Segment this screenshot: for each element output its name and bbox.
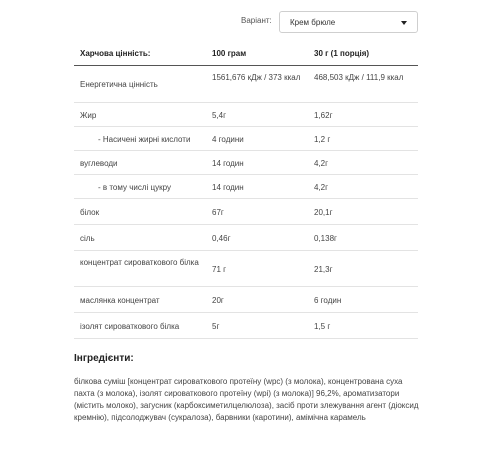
variant-select[interactable] <box>279 11 418 33</box>
variant-row <box>0 11 500 33</box>
table-row <box>74 313 418 339</box>
table-row <box>74 151 418 175</box>
row-value-100g: 14 годин <box>212 183 244 192</box>
row-name: Жир <box>80 111 97 120</box>
row-value-100g: 20г <box>212 296 224 305</box>
row-name: концентрат сироваткового білка <box>80 258 199 267</box>
table-row <box>74 66 418 103</box>
row-name: вуглеводи <box>80 159 118 168</box>
table-header <box>74 41 418 66</box>
row-value-100g: 5г <box>212 322 220 331</box>
row-name: - Насичені жирні кислоти <box>98 135 191 144</box>
row-value-portion: 1,5 г <box>314 322 331 331</box>
ingredients-title: Інгредієнти: <box>74 353 134 364</box>
row-value-portion: 1,2 г <box>314 135 331 144</box>
table-row <box>74 251 418 287</box>
table-row <box>74 199 418 225</box>
row-value-100g: 0,46г <box>212 234 231 243</box>
ingredients-text: білкова суміш [концентрат сироваткового протеїну (wpc) (з молока), концентрована суха пахта (з молока), ізолят сироваткового протеїну (wpi) (з молока)] 96,2%, ароматизатори (містить молоко), загусник (карбоксиметилцелюлоза), засіб проти злежування агент (діоксид кремнію), підсолоджувач (сукралоза), барвники (каротини), амімічна карамель <box>74 377 419 422</box>
table-row <box>74 103 418 127</box>
row-name: ізолят сироваткового білка <box>80 322 180 331</box>
row-value-portion: 1,62г <box>314 111 333 120</box>
header-per-100g: 100 грам <box>212 49 247 58</box>
row-name: Енергетична цінність <box>80 80 158 89</box>
row-value-portion: 20,1г <box>314 208 333 217</box>
row-value-100g: 1561,676 кДж / 373 ккал <box>212 73 301 82</box>
row-value-100g: 71 г <box>212 265 227 274</box>
row-name: білок <box>80 208 100 217</box>
row-value-portion: 6 годин <box>314 296 342 305</box>
variant-selected-value: Крем брюле <box>290 18 336 27</box>
row-name: сіль <box>80 234 95 243</box>
row-value-100g: 14 годин <box>212 159 244 168</box>
chevron-down-icon <box>401 21 407 25</box>
row-value-portion: 468,503 кДж / 111,9 ккал <box>314 73 404 82</box>
row-name: маслянка концентрат <box>80 296 160 305</box>
variant-label: Варіант: <box>241 16 272 25</box>
table-row <box>74 287 418 313</box>
row-value-portion: 4,2г <box>314 159 329 168</box>
row-name: - в тому числі цукру <box>98 183 171 192</box>
ingredients-section <box>74 353 424 424</box>
header-nutrition: Харчова цінність: <box>80 49 151 58</box>
row-value-portion: 0,138г <box>314 234 337 243</box>
row-value-portion: 4,2г <box>314 183 329 192</box>
row-value-100g: 5,4г <box>212 111 227 120</box>
nutrition-table <box>74 41 418 339</box>
header-per-portion: 30 г (1 порція) <box>314 49 370 58</box>
row-value-portion: 21,3г <box>314 265 333 274</box>
row-value-100g: 4 години <box>212 135 244 144</box>
row-value-100g: 67г <box>212 208 224 217</box>
table-row <box>74 127 418 151</box>
table-row <box>74 225 418 251</box>
table-row <box>74 175 418 199</box>
